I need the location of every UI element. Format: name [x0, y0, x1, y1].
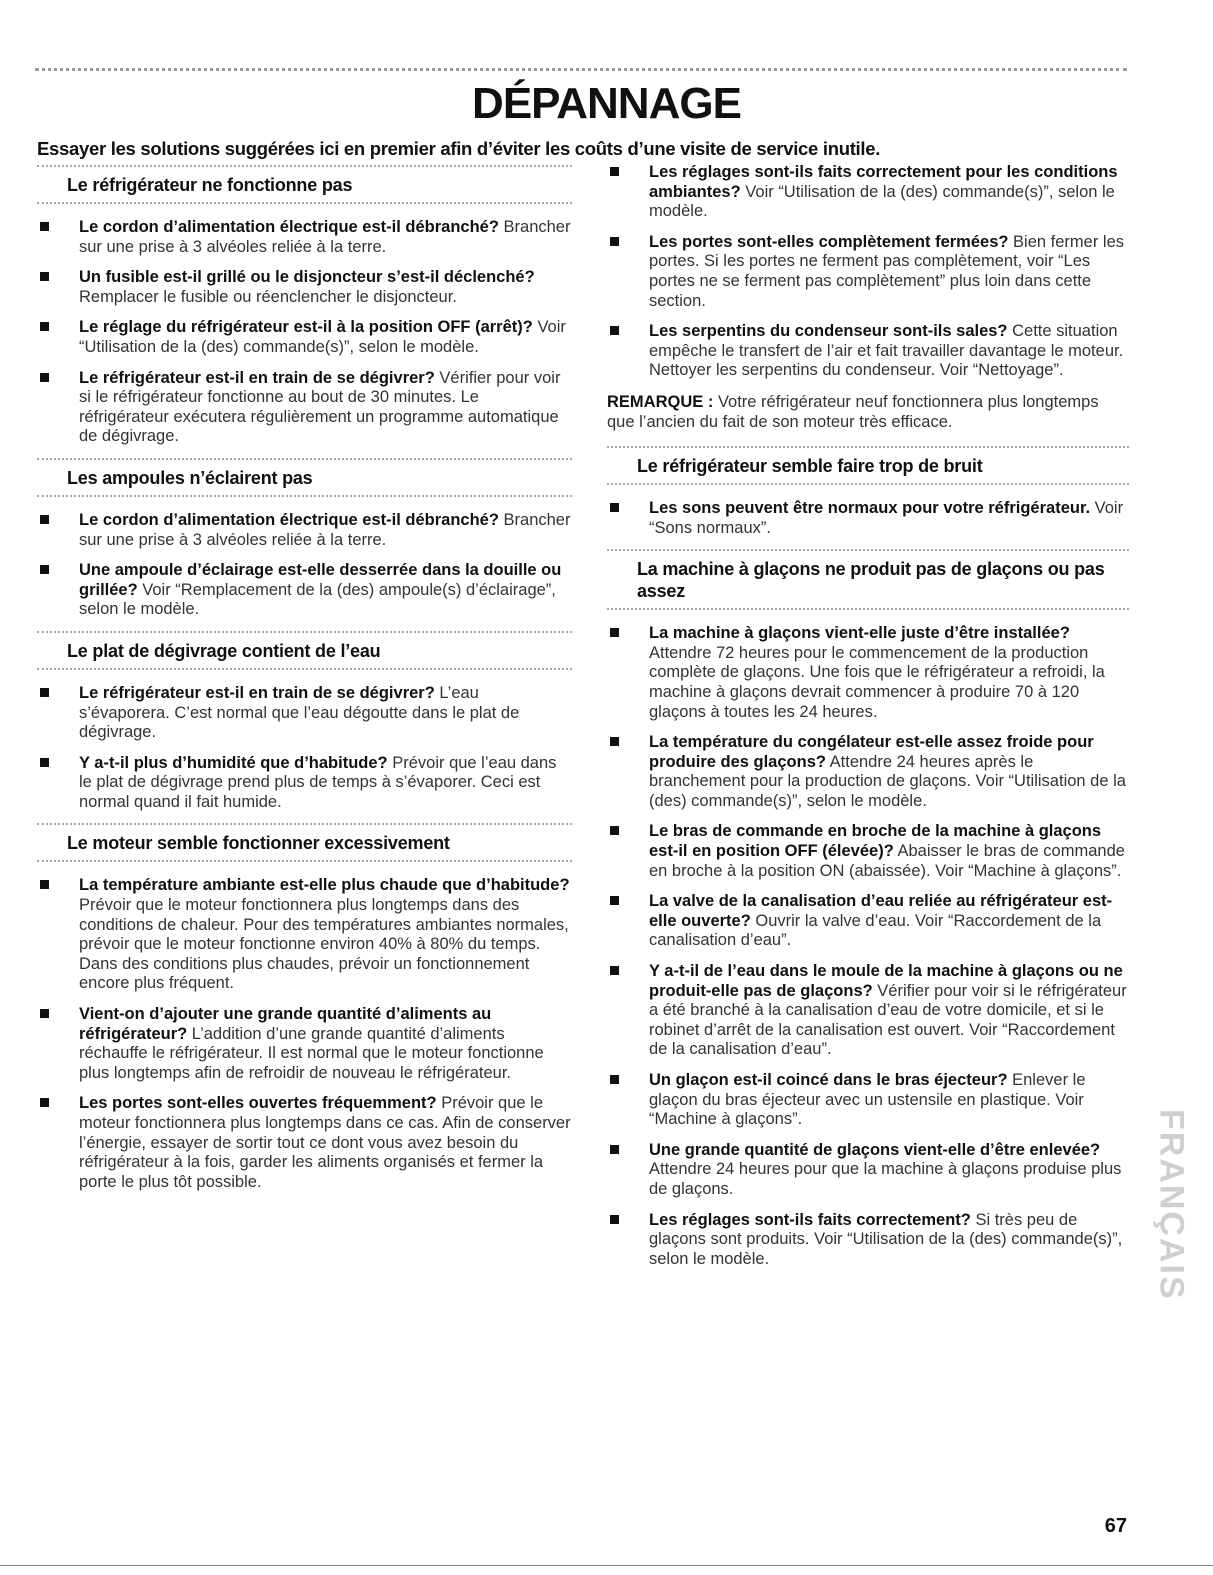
bullet-icon [40, 565, 49, 574]
bullet-icon [610, 737, 619, 746]
remark-text: Votre réfrigérateur neuf fonctionnera plus longtemps que l’ancien du fait de son moteur très efficace. [607, 392, 1099, 431]
troubleshooting-item [37, 754, 572, 813]
answer: L’addition d’une grande quantité d’aliments réchauffe le réfrigérateur. Il est normal que le moteur fonctionne plus longtemps afin de refroidir de nouveau le réfrigérateur. [79, 1024, 544, 1082]
answer: Vérifier pour voir si le réfrigérateur fonctionne au bout de 30 minutes. Le réfrigérateur exécutera régulièrement un programme automatique de dégivrage. [79, 368, 561, 446]
section-list [37, 497, 572, 620]
question: Le cordon d’alimentation électrique est-il débranché? [79, 218, 499, 236]
right-column [607, 163, 1129, 1280]
bullet-icon [610, 237, 619, 246]
question: Y a-t-il de l’eau dans le moule de la machine à glaçons ou ne produit-elle pas de glaçons? [649, 962, 1123, 1000]
answer: Cette situation empêche le transfert de l’air et fait travailler davantage le moteur. Nettoyer les serpentins du condenseur. Voir “Nettoyage”. [649, 322, 1124, 380]
question: Un fusible est-il grillé ou le disjoncteur s’est-il déclenché? [79, 268, 535, 287]
bullet-icon [610, 628, 619, 637]
troubleshooting-item [607, 733, 1129, 811]
page-title: DÉPANNAGE [472, 79, 741, 128]
troubleshooting-item [607, 624, 1129, 722]
bullet-icon [40, 758, 49, 767]
section-list [37, 204, 572, 447]
troubleshooting-item [37, 318, 572, 357]
bullet-icon [40, 373, 49, 382]
troubleshooting-item [607, 163, 1129, 222]
section-heading: Le réfrigérateur semble faire trop de bruit [607, 446, 1129, 485]
answer: Voir “Utilisation de la (des) commande(s)”, selon le modèle. [649, 182, 1115, 221]
section-heading: Le réfrigérateur ne fonctionne pas [37, 165, 572, 204]
question: La température du congélateur est-elle assez froide pour produire des glaçons? [649, 733, 1094, 771]
question: Le cordon d’alimentation électrique est-il débranché? [79, 510, 499, 529]
section-heading: Le moteur semble fonctionner excessivement [37, 823, 572, 862]
answer: Remplacer le fusible ou réenclencher le disjoncteur. [79, 287, 457, 306]
bullet-icon [40, 272, 49, 281]
bullet-icon [40, 515, 49, 524]
section-list [607, 610, 1129, 1269]
question: La valve de la canalisation d’eau reliée au réfrigérateur est-elle ouverte? [649, 892, 1113, 930]
question: La machine à glaçons vient-elle juste d’être installée? [649, 624, 1070, 643]
answer: Ouvrir la valve d’eau. Voir “Raccordement de la canalisation d’eau”. [649, 911, 1102, 950]
bullet-icon [40, 688, 49, 697]
troubleshooting-item [607, 499, 1129, 538]
question: Les serpentins du condenseur sont-ils sales? [649, 322, 1008, 341]
question: Vient-on d’ajouter une grande quantité d’aliments au réfrigérateur? [79, 1005, 492, 1043]
bottom-rule [0, 1565, 1213, 1566]
troubleshooting-item [37, 218, 572, 257]
answer: Prévoir que l’eau dans le plat de dégivrage prend plus de temps à s’évaporer. Ceci est normal quand il fait humide. [79, 753, 557, 811]
troubleshooting-section [607, 549, 1129, 1269]
troubleshooting-item [37, 876, 572, 994]
continued-list [607, 163, 1129, 381]
answer: Si très peu de glaçons sont produits. Voir “Utilisation de la (des) commande(s)”, selon le modèle. [649, 1210, 1123, 1268]
bullet-icon [40, 222, 49, 231]
section-heading: La machine à glaçons ne produit pas de glaçons ou pas assez [607, 549, 1129, 610]
troubleshooting-item [607, 1071, 1129, 1130]
troubleshooting-item [37, 1094, 572, 1192]
section-list [607, 485, 1129, 538]
troubleshooting-item [37, 511, 572, 550]
answer: Voir “Utilisation de la (des) commande(s)”, selon le modèle. [79, 318, 566, 356]
troubleshooting-item [607, 1211, 1129, 1270]
question: Les sons peuvent être normaux pour votre réfrigérateur. [649, 498, 1091, 517]
troubleshooting-item [37, 561, 572, 620]
bullet-icon [610, 1075, 619, 1084]
troubleshooting-section [607, 446, 1129, 538]
answer: Bien fermer les portes. Si les portes ne ferment pas complètement, voir “Les portes ne se ferment pas complètement” plus loin dans cette section. [649, 232, 1125, 310]
question: Un glaçon est-il coincé dans le bras éjecteur? [649, 1071, 1008, 1089]
bullet-icon [610, 503, 619, 512]
answer: Attendre 24 heures pour que la machine à glaçons produise plus de glaçons. [649, 1160, 1122, 1198]
troubleshooting-item [37, 1005, 572, 1083]
troubleshooting-item [607, 322, 1129, 381]
bullet-icon [610, 826, 619, 835]
left-column [37, 163, 572, 1203]
answer: Voir “Sons normaux”. [649, 498, 1124, 537]
question: Les portes sont-elles complètement fermées? [649, 232, 1009, 251]
remark-label: REMARQUE : [607, 392, 714, 411]
answer: Prévoir que le moteur fonctionnera plus longtemps dans des conditions de chaleur. Pour des températures ambiantes normales, prévoir que le moteur fonctionne environ 40% à 80% du temps. Dans des conditions plus chaudes, prévoir un fonctionnement encore plus fréquent. [79, 896, 569, 993]
question: Une grande quantité de glaçons vient-elle d’être enlevée? [649, 1140, 1101, 1159]
troubleshooting-section [37, 458, 572, 620]
question: La température ambiante est-elle plus chaude que d’habitude? [79, 876, 570, 895]
troubleshooting-item [607, 962, 1129, 1060]
bullet-icon [40, 1098, 49, 1107]
question: Les réglages sont-ils faits correctement? [649, 1210, 971, 1229]
page-number: 67 [1104, 1515, 1127, 1537]
answer: Attendre 72 heures pour le commencement de la production complète de glaçons. Une fois que le réfrigérateur a refroidi, la machine à glaçons devrait commencer à produire 70 à 120 glaçons à toutes les 24 heures. [649, 643, 1105, 721]
troubleshooting-item [37, 369, 572, 447]
troubleshooting-section [37, 165, 572, 447]
troubleshooting-item [37, 268, 572, 307]
question: Le réfrigérateur est-il en train de se dégivrer? [79, 683, 435, 702]
question: Y a-t-il plus d’humidité que d’habitude? [79, 753, 388, 772]
top-rule [35, 68, 1127, 71]
answer: Attendre 24 heures après le branchement pour la production de glaçons. Voir “Utilisation de la (des) commande(s)”, selon le modèle. [649, 752, 1126, 810]
troubleshooting-item [607, 1141, 1129, 1200]
troubleshooting-item [607, 233, 1129, 311]
troubleshooting-item [37, 684, 572, 743]
bullet-icon [40, 880, 49, 889]
bullet-icon [610, 896, 619, 905]
troubleshooting-section [37, 631, 572, 813]
section-list [37, 670, 572, 813]
question: Le réglage du réfrigérateur est-il à la position OFF (arrêt)? [79, 318, 533, 337]
troubleshooting-section [37, 823, 572, 1192]
intro-text: Essayer les solutions suggérées ici en premier afin d’éviter les coûts d’une visite de service inutile. [37, 138, 881, 159]
bullet-icon [40, 1009, 49, 1018]
remark [607, 392, 1129, 432]
answer: Voir “Remplacement de la (des) ampoule(s) d’éclairage”, selon le modèle. [79, 580, 556, 619]
bullet-icon [610, 966, 619, 975]
bullet-icon [610, 167, 619, 176]
answer: Prévoir que le moteur fonctionnera plus longtemps dans ce cas. Afin de conserver l’énergie, essayer de sortir tout ce dont vous avez besoin du réfrigérateur à la fois, garder les aliments organisés et fermer la porte le plus tôt possible. [79, 1094, 571, 1191]
bullet-icon [610, 1145, 619, 1154]
bullet-icon [40, 322, 49, 331]
answer: Brancher sur une prise à 3 alvéoles reliée à la terre. [79, 218, 571, 256]
answer: Enlever le glaçon du bras éjecteur avec un ustensile en plastique. Voir “Machine à glaçons”. [649, 1071, 1086, 1129]
answer: Abaisser le bras de commande en broche à la position ON (abaissée). Voir “Machine à glaçons”. [649, 842, 1125, 880]
language-side-tab [1150, 1055, 1192, 1355]
answer: L’eau s’évaporera. C’est normal que l’eau dégoutte dans le plat de dégivrage. [79, 683, 520, 742]
section-list [37, 862, 572, 1192]
answer: Brancher sur une prise à 3 alvéoles reliée à la terre. [79, 510, 571, 549]
question: Les réglages sont-ils faits correctement pour les conditions ambiantes? [649, 163, 1118, 201]
section-heading: Les ampoules n’éclairent pas [37, 458, 572, 497]
section-heading: Le plat de dégivrage contient de l’eau [37, 631, 572, 670]
bullet-icon [610, 1215, 619, 1224]
troubleshooting-item [607, 892, 1129, 951]
question: Une ampoule d’éclairage est-elle desserrée dans la douille ou grillée? [79, 561, 562, 599]
bullet-icon [610, 326, 619, 335]
question: Le réfrigérateur est-il en train de se dégivrer? [79, 368, 435, 387]
question: Le bras de commande en broche de la machine à glaçons est-il en position OFF (élevée)? [649, 822, 1102, 861]
answer: Vérifier pour voir si le réfrigérateur a été branché à la canalisation d’eau de votre domicile, et si le robinet d’arrêt de la canalisation est ouvert. Voir “Raccordement de la canalisation d’eau”. [649, 981, 1127, 1059]
side-tab-label: FRANÇAIS [1152, 1109, 1191, 1301]
troubleshooting-item [607, 822, 1129, 881]
question: Les portes sont-elles ouvertes fréquemment? [79, 1094, 437, 1113]
